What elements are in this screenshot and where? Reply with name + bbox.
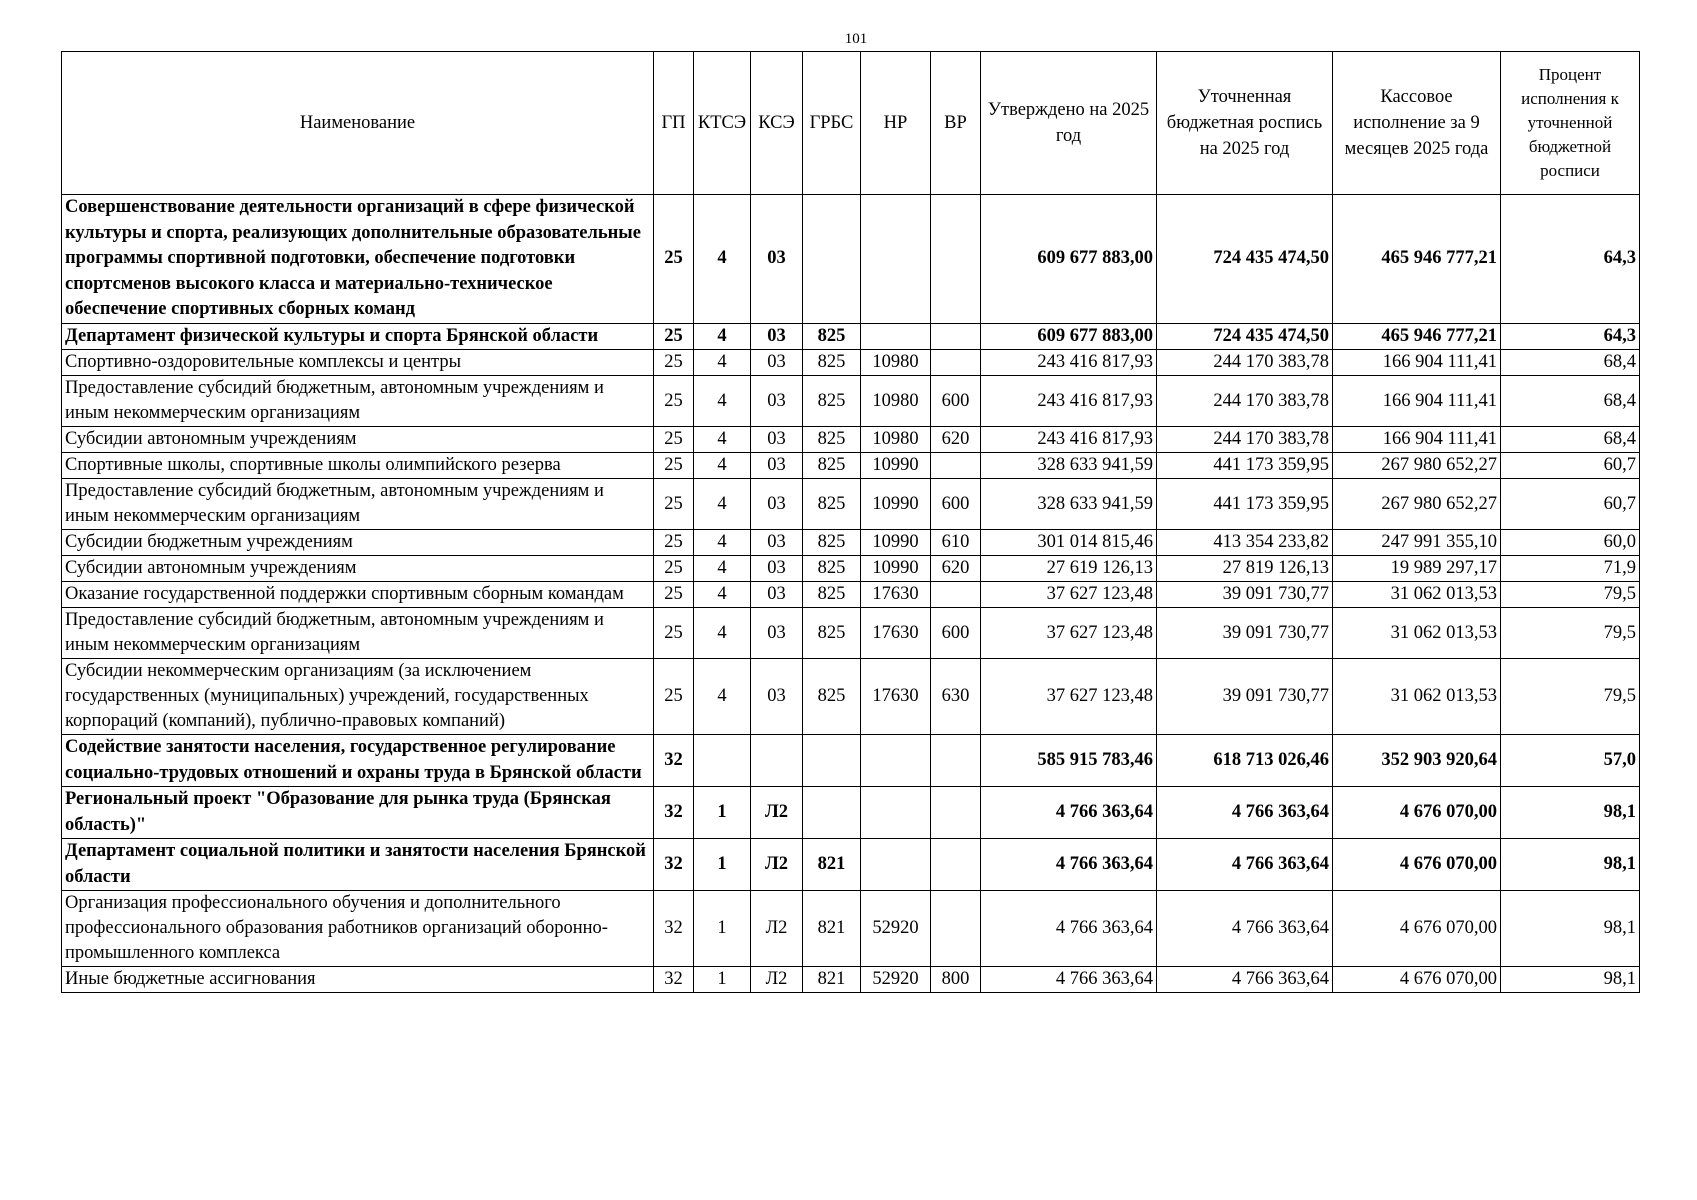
cell-ktse: 1 — [694, 967, 751, 993]
table-row — [62, 479, 1640, 530]
table-row — [62, 735, 1640, 787]
cell-vr: 600 — [931, 479, 981, 530]
cell-ktse: 4 — [694, 453, 751, 479]
cell-cash: 166 904 111,41 — [1333, 427, 1501, 453]
cell-kse: 03 — [751, 556, 803, 582]
cell-grbs: 821 — [803, 891, 861, 967]
col-header-refined: Уточненная бюджетная роспись на 2025 год — [1157, 52, 1333, 195]
cell-refined: 244 170 383,78 — [1157, 376, 1333, 427]
cell-ktse: 4 — [694, 323, 751, 350]
cell-vr — [931, 582, 981, 608]
cell-name: Спортивно-оздоровительные комплексы и центры — [62, 350, 654, 376]
cell-approved: 328 633 941,59 — [981, 479, 1157, 530]
cell-refined: 618 713 026,46 — [1157, 735, 1333, 787]
cell-approved: 609 677 883,00 — [981, 323, 1157, 350]
cell-gp: 25 — [654, 323, 694, 350]
cell-refined: 441 173 359,95 — [1157, 453, 1333, 479]
table-row — [62, 659, 1640, 735]
cell-percent: 98,1 — [1501, 891, 1640, 967]
cell-name: Оказание государственной поддержки спортивным сборным командам — [62, 582, 654, 608]
cell-gp: 32 — [654, 839, 694, 891]
cell-gp: 25 — [654, 582, 694, 608]
cell-ktse: 4 — [694, 350, 751, 376]
cell-refined: 4 766 363,64 — [1157, 839, 1333, 891]
table-row — [62, 323, 1640, 350]
cell-refined: 4 766 363,64 — [1157, 967, 1333, 993]
cell-refined: 244 170 383,78 — [1157, 350, 1333, 376]
cell-grbs: 825 — [803, 556, 861, 582]
cell-nr: 10990 — [861, 453, 931, 479]
cell-ktse: 4 — [694, 556, 751, 582]
cell-ktse: 1 — [694, 839, 751, 891]
cell-percent: 79,5 — [1501, 608, 1640, 659]
cell-ktse: 4 — [694, 582, 751, 608]
cell-refined: 413 354 233,82 — [1157, 530, 1333, 556]
cell-approved: 4 766 363,64 — [981, 967, 1157, 993]
col-header-grbs: ГРБС — [803, 52, 861, 195]
cell-percent: 98,1 — [1501, 967, 1640, 993]
cell-kse: 03 — [751, 195, 803, 324]
cell-kse: 03 — [751, 479, 803, 530]
cell-cash: 352 903 920,64 — [1333, 735, 1501, 787]
cell-percent: 68,4 — [1501, 376, 1640, 427]
table-row — [62, 839, 1640, 891]
cell-kse: 03 — [751, 582, 803, 608]
cell-ktse: 1 — [694, 891, 751, 967]
cell-refined: 4 766 363,64 — [1157, 891, 1333, 967]
cell-nr: 10990 — [861, 556, 931, 582]
cell-vr — [931, 891, 981, 967]
cell-cash: 4 676 070,00 — [1333, 839, 1501, 891]
cell-percent: 64,3 — [1501, 323, 1640, 350]
col-header-gp: ГП — [654, 52, 694, 195]
cell-kse: 03 — [751, 323, 803, 350]
cell-cash: 31 062 013,53 — [1333, 608, 1501, 659]
cell-grbs: 825 — [803, 608, 861, 659]
table-row — [62, 608, 1640, 659]
cell-cash: 31 062 013,53 — [1333, 659, 1501, 735]
cell-ktse: 4 — [694, 376, 751, 427]
cell-cash: 19 989 297,17 — [1333, 556, 1501, 582]
cell-refined: 724 435 474,50 — [1157, 195, 1333, 324]
cell-grbs: 821 — [803, 839, 861, 891]
cell-name: Спортивные школы, спортивные школы олимпийского резерва — [62, 453, 654, 479]
cell-approved: 301 014 815,46 — [981, 530, 1157, 556]
table-row — [62, 967, 1640, 993]
table-row — [62, 582, 1640, 608]
cell-cash: 247 991 355,10 — [1333, 530, 1501, 556]
cell-name: Департамент социальной политики и занятости населения Брянской области — [62, 839, 654, 891]
cell-name: Субсидии некоммерческим организациям (за исключением государственных (муниципальных) учреждений, государственных корпораций (компаний), публично-правовых компаний) — [62, 659, 654, 735]
cell-percent: 57,0 — [1501, 735, 1640, 787]
cell-gp: 32 — [654, 787, 694, 839]
cell-gp: 25 — [654, 659, 694, 735]
cell-gp: 25 — [654, 530, 694, 556]
cell-grbs: 825 — [803, 582, 861, 608]
table-row — [62, 556, 1640, 582]
cell-approved: 27 619 126,13 — [981, 556, 1157, 582]
cell-kse: 03 — [751, 530, 803, 556]
cell-kse: 03 — [751, 453, 803, 479]
cell-name: Субсидии автономным учреждениям — [62, 556, 654, 582]
cell-grbs — [803, 735, 861, 787]
cell-vr — [931, 839, 981, 891]
cell-percent: 60,7 — [1501, 453, 1640, 479]
cell-name: Предоставление субсидий бюджетным, автономным учреждениям и иным некоммерческим организациям — [62, 479, 654, 530]
cell-ktse: 4 — [694, 530, 751, 556]
cell-kse: Л2 — [751, 967, 803, 993]
cell-approved: 243 416 817,93 — [981, 376, 1157, 427]
cell-cash: 4 676 070,00 — [1333, 787, 1501, 839]
cell-refined: 244 170 383,78 — [1157, 427, 1333, 453]
table-body — [62, 195, 1640, 993]
cell-vr: 600 — [931, 376, 981, 427]
col-header-name: Наименование — [62, 52, 654, 195]
cell-gp: 32 — [654, 891, 694, 967]
cell-vr — [931, 453, 981, 479]
col-header-cash: Кассовое исполнение за 9 месяцев 2025 года — [1333, 52, 1501, 195]
cell-nr: 10990 — [861, 530, 931, 556]
cell-grbs — [803, 787, 861, 839]
cell-kse: Л2 — [751, 839, 803, 891]
table-row — [62, 891, 1640, 967]
cell-percent: 68,4 — [1501, 427, 1640, 453]
cell-vr: 630 — [931, 659, 981, 735]
cell-vr — [931, 787, 981, 839]
cell-nr — [861, 323, 931, 350]
cell-name: Содействие занятости населения, государственное регулирование социально-трудовых отношений и охраны труда в Брянской области — [62, 735, 654, 787]
cell-grbs — [803, 195, 861, 324]
cell-nr: 10990 — [861, 479, 931, 530]
cell-approved: 609 677 883,00 — [981, 195, 1157, 324]
cell-percent: 79,5 — [1501, 659, 1640, 735]
cell-vr — [931, 195, 981, 324]
cell-refined: 39 091 730,77 — [1157, 582, 1333, 608]
col-header-percent: Процент исполнения к уточненной бюджетной росписи — [1501, 52, 1640, 195]
table-row — [62, 195, 1640, 324]
cell-kse: 03 — [751, 659, 803, 735]
cell-refined: 441 173 359,95 — [1157, 479, 1333, 530]
cell-grbs: 825 — [803, 350, 861, 376]
cell-grbs: 825 — [803, 427, 861, 453]
cell-approved: 37 627 123,48 — [981, 582, 1157, 608]
cell-approved: 328 633 941,59 — [981, 453, 1157, 479]
cell-grbs: 825 — [803, 530, 861, 556]
cell-grbs: 825 — [803, 323, 861, 350]
cell-gp: 25 — [654, 479, 694, 530]
cell-grbs: 825 — [803, 376, 861, 427]
cell-approved: 4 766 363,64 — [981, 787, 1157, 839]
cell-nr — [861, 787, 931, 839]
table-row — [62, 350, 1640, 376]
cell-percent: 60,7 — [1501, 479, 1640, 530]
cell-gp: 32 — [654, 967, 694, 993]
cell-vr: 800 — [931, 967, 981, 993]
table-row — [62, 427, 1640, 453]
cell-cash: 4 676 070,00 — [1333, 891, 1501, 967]
cell-gp: 25 — [654, 556, 694, 582]
cell-gp: 25 — [654, 376, 694, 427]
cell-cash: 4 676 070,00 — [1333, 967, 1501, 993]
cell-approved: 585 915 783,46 — [981, 735, 1157, 787]
cell-ktse: 4 — [694, 659, 751, 735]
cell-cash: 465 946 777,21 — [1333, 195, 1501, 324]
cell-name: Предоставление субсидий бюджетным, автономным учреждениям и иным некоммерческим организациям — [62, 608, 654, 659]
cell-approved: 4 766 363,64 — [981, 891, 1157, 967]
cell-cash: 267 980 652,27 — [1333, 479, 1501, 530]
col-header-vr: ВР — [931, 52, 981, 195]
header-row — [62, 52, 1640, 195]
cell-nr: 10980 — [861, 376, 931, 427]
cell-grbs: 825 — [803, 479, 861, 530]
cell-refined: 4 766 363,64 — [1157, 787, 1333, 839]
cell-approved: 37 627 123,48 — [981, 608, 1157, 659]
cell-vr: 600 — [931, 608, 981, 659]
cell-percent: 60,0 — [1501, 530, 1640, 556]
cell-gp: 32 — [654, 735, 694, 787]
table-row — [62, 453, 1640, 479]
cell-kse: 03 — [751, 427, 803, 453]
cell-nr: 10980 — [861, 350, 931, 376]
cell-cash: 267 980 652,27 — [1333, 453, 1501, 479]
cell-vr: 610 — [931, 530, 981, 556]
cell-ktse: 4 — [694, 427, 751, 453]
page-number: 101 — [844, 31, 868, 47]
cell-kse: Л2 — [751, 891, 803, 967]
cell-grbs: 825 — [803, 659, 861, 735]
table-row — [62, 376, 1640, 427]
col-header-kse: КСЭ — [751, 52, 803, 195]
cell-kse — [751, 735, 803, 787]
cell-nr — [861, 735, 931, 787]
table-row — [62, 530, 1640, 556]
cell-name: Субсидии бюджетным учреждениям — [62, 530, 654, 556]
cell-percent: 68,4 — [1501, 350, 1640, 376]
cell-cash: 166 904 111,41 — [1333, 350, 1501, 376]
cell-nr: 17630 — [861, 582, 931, 608]
cell-name: Региональный проект "Образование для рынка труда (Брянская область)" — [62, 787, 654, 839]
col-header-nr: НР — [861, 52, 931, 195]
cell-name: Предоставление субсидий бюджетным, автономным учреждениям и иным некоммерческим организациям — [62, 376, 654, 427]
cell-cash: 465 946 777,21 — [1333, 323, 1501, 350]
cell-percent: 98,1 — [1501, 839, 1640, 891]
cell-gp: 25 — [654, 453, 694, 479]
cell-vr — [931, 323, 981, 350]
cell-vr: 620 — [931, 427, 981, 453]
cell-kse: 03 — [751, 350, 803, 376]
cell-nr: 52920 — [861, 891, 931, 967]
cell-nr: 52920 — [861, 967, 931, 993]
cell-refined: 39 091 730,77 — [1157, 608, 1333, 659]
cell-nr — [861, 839, 931, 891]
cell-percent: 98,1 — [1501, 787, 1640, 839]
cell-grbs: 821 — [803, 967, 861, 993]
cell-approved: 243 416 817,93 — [981, 427, 1157, 453]
cell-gp: 25 — [654, 608, 694, 659]
cell-vr: 620 — [931, 556, 981, 582]
cell-refined: 724 435 474,50 — [1157, 323, 1333, 350]
cell-ktse: 1 — [694, 787, 751, 839]
budget-table — [61, 51, 1640, 993]
cell-percent: 71,9 — [1501, 556, 1640, 582]
cell-kse: Л2 — [751, 787, 803, 839]
cell-grbs: 825 — [803, 453, 861, 479]
cell-approved: 37 627 123,48 — [981, 659, 1157, 735]
cell-cash: 166 904 111,41 — [1333, 376, 1501, 427]
cell-approved: 243 416 817,93 — [981, 350, 1157, 376]
cell-gp: 25 — [654, 350, 694, 376]
cell-ktse: 4 — [694, 479, 751, 530]
cell-gp: 25 — [654, 427, 694, 453]
cell-ktse — [694, 735, 751, 787]
cell-nr: 10980 — [861, 427, 931, 453]
cell-kse: 03 — [751, 376, 803, 427]
cell-name: Департамент физической культуры и спорта Брянской области — [62, 323, 654, 350]
cell-name: Совершенствование деятельности организаций в сфере физической культуры и спорта, реализующих дополнительные образовательные программы спортивной подготовки, обеспечение подготовки спортсменов высокого класса и материально-техническое обеспечение спортивных сборных команд — [62, 195, 654, 324]
cell-ktse: 4 — [694, 195, 751, 324]
cell-name: Субсидии автономным учреждениям — [62, 427, 654, 453]
cell-percent: 79,5 — [1501, 582, 1640, 608]
cell-approved: 4 766 363,64 — [981, 839, 1157, 891]
cell-vr — [931, 735, 981, 787]
cell-kse: 03 — [751, 608, 803, 659]
cell-percent: 64,3 — [1501, 195, 1640, 324]
cell-gp: 25 — [654, 195, 694, 324]
cell-refined: 27 819 126,13 — [1157, 556, 1333, 582]
cell-cash: 31 062 013,53 — [1333, 582, 1501, 608]
cell-nr: 17630 — [861, 608, 931, 659]
col-header-ktse: КТСЭ — [694, 52, 751, 195]
table-row — [62, 787, 1640, 839]
cell-vr — [931, 350, 981, 376]
cell-ktse: 4 — [694, 608, 751, 659]
cell-name: Организация профессионального обучения и дополнительного профессионального образования работников организаций оборонно-промышленного комплекса — [62, 891, 654, 967]
col-header-approved: Утверждено на 2025 год — [981, 52, 1157, 195]
cell-refined: 39 091 730,77 — [1157, 659, 1333, 735]
cell-nr: 17630 — [861, 659, 931, 735]
cell-name: Иные бюджетные ассигнования — [62, 967, 654, 993]
cell-nr — [861, 195, 931, 324]
